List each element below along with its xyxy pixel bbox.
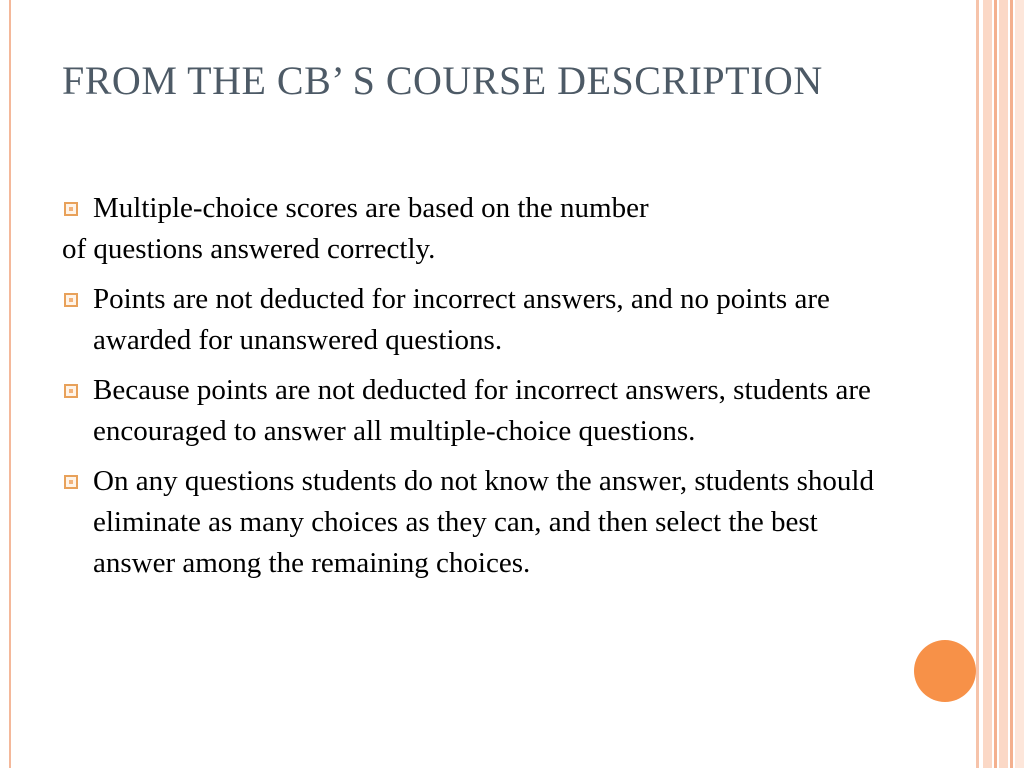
right-stripe [1015,0,1024,768]
right-stripe [976,0,979,768]
list-item-text: Multiple-choice scores are based on the number [93,192,649,224]
right-stripe [999,0,1008,768]
left-border-line [9,0,11,768]
square-bullet-icon [64,293,78,307]
list-item-text: Points are not deducted for incorrect answers, and no points are awarded for unanswered questions. [93,283,830,356]
list-item [62,461,882,584]
square-bullet-icon [64,384,78,398]
right-stripe [1010,0,1013,768]
slide-title: FROM THE CB’ S COURSE DESCRIPTION [62,58,823,103]
right-stripe [994,0,997,768]
list-item-text: On any questions students do not know the answer, students should eliminate as many choices as they can, and then select the best answer among the remaining choices. [93,465,874,579]
square-bullet-icon [64,202,78,216]
accent-circle [914,640,976,702]
list-item-text-continued: of questions answered correctly. [62,233,436,265]
list-item-text: Because points are not deducted for incorrect answers, students are encouraged to answer all multiple-choice questions. [93,374,871,447]
list-item [62,188,882,270]
right-stripe [983,0,992,768]
square-bullet-icon [64,475,78,489]
list-item [62,370,882,452]
bullet-list [62,188,882,593]
list-item [62,279,882,361]
